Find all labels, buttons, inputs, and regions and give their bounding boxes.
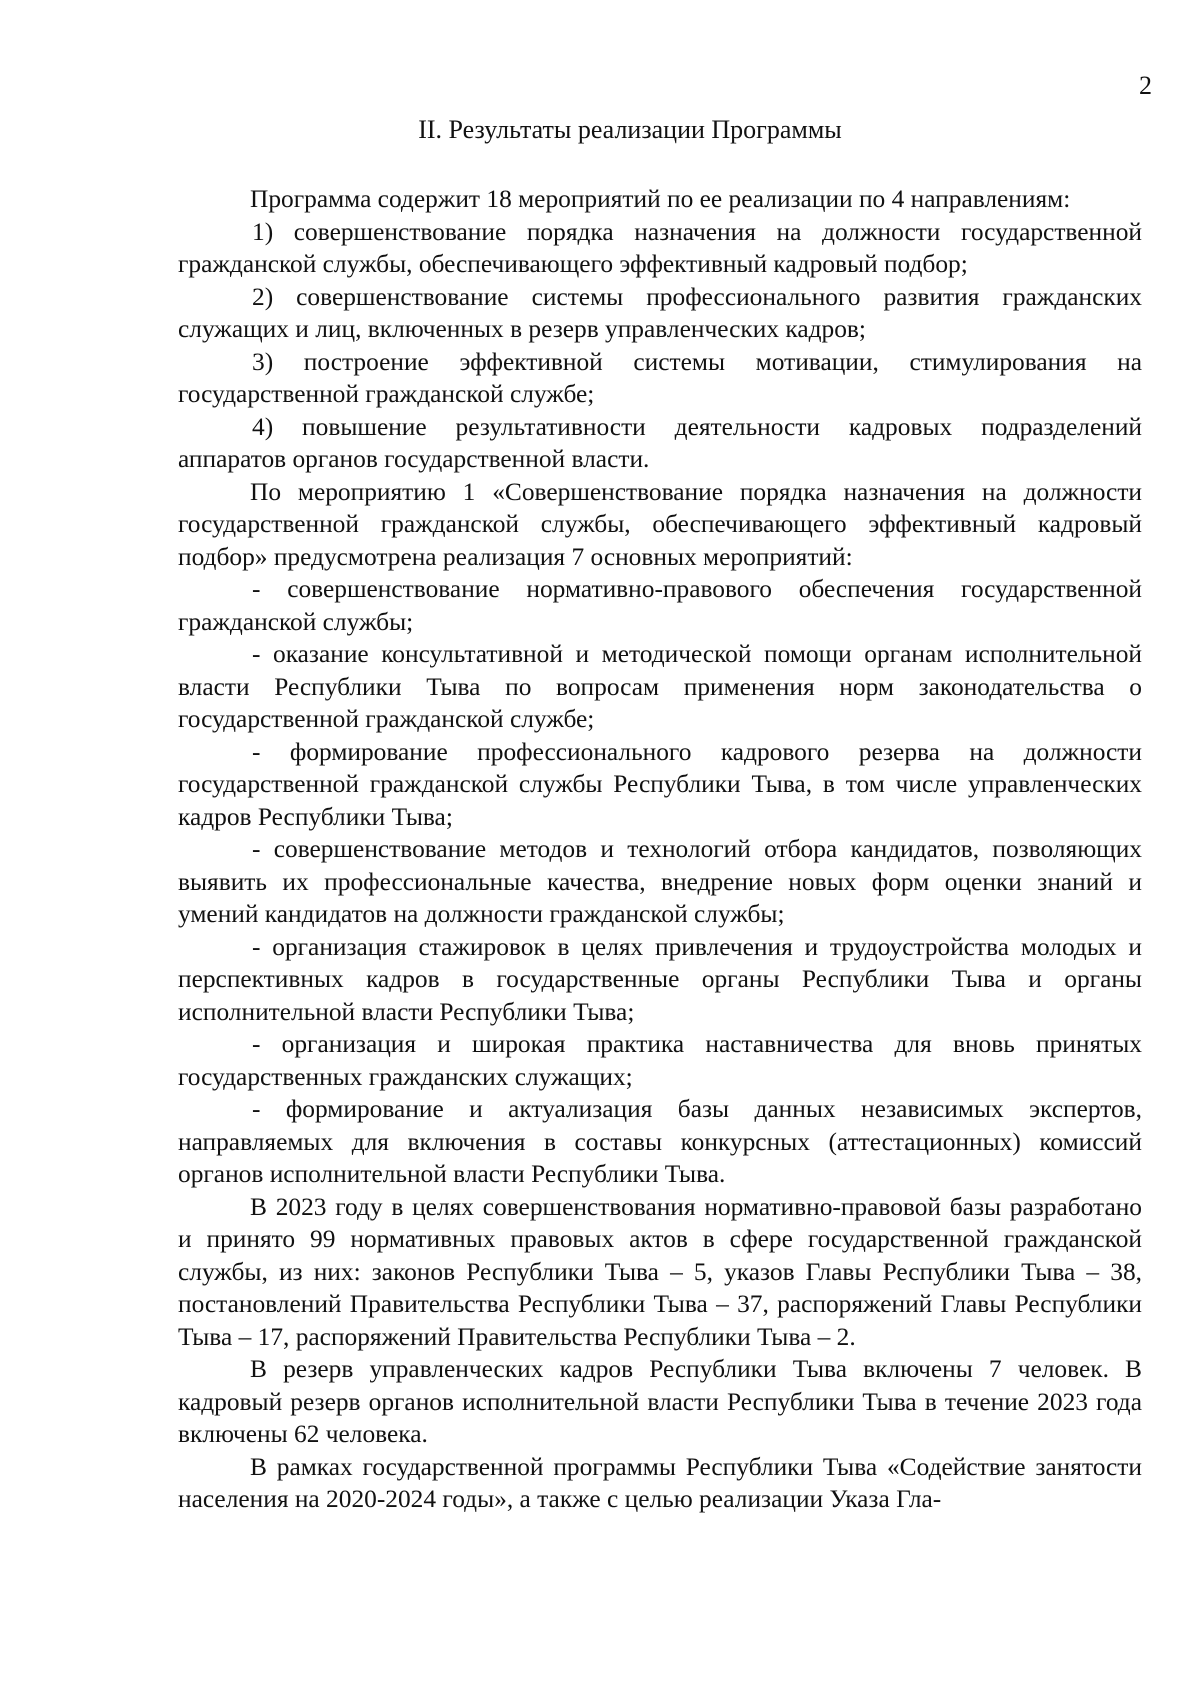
- list-item: - формирование профессионального кадрового резерва на должности государственной гражданской службы Республики Тыва, в том числе управленческих кадров Республики Тыва;: [178, 737, 1142, 831]
- document-body: [178, 183, 1142, 1516]
- list-item: - формирование и актуализация базы данных независимых экспертов, направляемых для включения в составы конкурсных (аттестационных) комиссий органов исполнительной власти Республики Тыва.: [178, 1095, 1142, 1188]
- list-item: 2) совершенствование системы профессионального развития гражданских служащих и лиц, включенных в резерв управленческих кадров;: [178, 282, 1142, 343]
- paragraph: В резерв управленческих кадров Республики Тыва включены 7 человек. В кадровый резерв органов исполнительной власти Республики Тыва в течение 2023 года включены 62 человека.: [178, 1355, 1142, 1448]
- paragraph: В 2023 году в целях совершенствования нормативно-правовой базы разработано и принято 99 нормативных правовых актов в сфере государственной гражданской службы, из них: законов Республики Тыва – 5, указов Главы Республики Тыва – 38, постановлений Правительства Республики Тыва – 37, распоряжений Главы Республики Тыва – 17, распоряжений Правительства Республики Тыва – 2.: [178, 1192, 1142, 1351]
- list-item: - оказание консультативной и методической помощи органам исполнительной власти Республики Тыва по вопросам применения норм законодательства о государственной гражданской службе;: [178, 640, 1142, 733]
- list-item: 1) совершенствование порядка назначения на должности государственной гражданской службы, обеспечивающего эффективный кадровый подбор;: [178, 217, 1142, 278]
- paragraph: По мероприятию 1 «Совершенствование порядка назначения на должности государственной гражданской службы, обеспечивающего эффективный кадровый подбор» предусмотрена реализация 7 основных мероприятий:: [178, 477, 1142, 571]
- section-title: II. Результаты реализации Программы: [418, 115, 842, 144]
- list-item: 3) построение эффективной системы мотивации, стимулирования на государственной гражданской службе;: [178, 347, 1142, 408]
- list-item: 4) повышение результативности деятельности кадровых подразделений аппаратов органов государственной власти.: [178, 412, 1142, 473]
- list-item: - организация и широкая практика наставничества для вновь принятых государственных гражданских служащих;: [178, 1030, 1142, 1091]
- page-number: 2: [1139, 71, 1152, 100]
- list-item: - совершенствование методов и технологий отбора кандидатов, позволяющих выявить их профессиональные качества, внедрение новых форм оценки знаний и умений кандидатов на должности гражданской службы;: [178, 835, 1142, 928]
- paragraph: В рамках государственной программы Республики Тыва «Содействие занятости населения на 2020-2024 годы», а также с целью реализации Указа Гла-: [178, 1452, 1142, 1513]
- list-item: - организация стажировок в целях привлечения и трудоустройства молодых и перспективных кадров в государственные органы Республики Тыва и органы исполнительной власти Республики Тыва;: [178, 932, 1142, 1026]
- list-item: - совершенствование нормативно-правового обеспечения государственной гражданской службы;: [178, 575, 1142, 636]
- paragraph: Программа содержит 18 мероприятий по ее реализации по 4 направлениям:: [250, 185, 1071, 213]
